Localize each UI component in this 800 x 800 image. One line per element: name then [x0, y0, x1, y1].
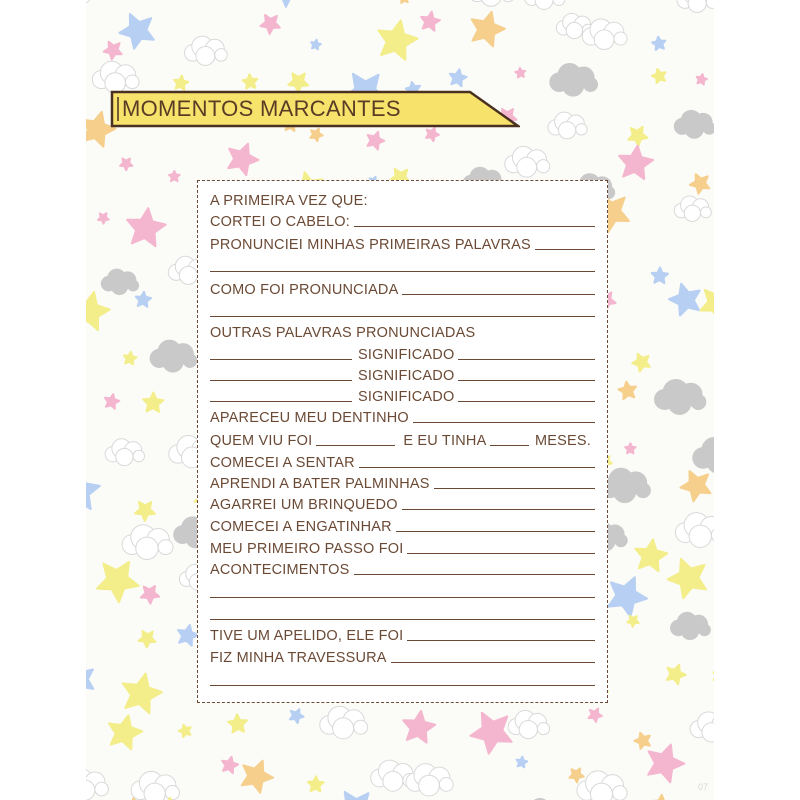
- cloud-decoration: [105, 439, 144, 466]
- star-decoration: [141, 586, 159, 604]
- field-first-words[interactable]: PRONUNCIEI MINHAS PRIMEIRAS PALAVRAS: [210, 233, 595, 253]
- page-number: 07: [697, 782, 708, 792]
- star-decoration: [260, 15, 279, 34]
- star-decoration: [608, 577, 647, 616]
- star-decoration: [135, 502, 155, 521]
- cloud-decoration: [86, 0, 90, 7]
- star-decoration: [470, 713, 511, 754]
- page-title: MOMENTOS MARCANTES: [122, 96, 401, 121]
- star-decoration: [652, 69, 666, 83]
- form-other-words-heading: OUTRAS PALAVRAS PRONUNCIADAS: [210, 325, 476, 341]
- cloud-decoration: [320, 706, 368, 739]
- star-decoration: [627, 616, 638, 627]
- star-decoration: [680, 471, 710, 501]
- star-decoration: [169, 171, 180, 181]
- star-decoration: [701, 288, 715, 321]
- star-decoration: [86, 292, 110, 330]
- star-decoration: [228, 144, 258, 175]
- field-events[interactable]: ACONTECIMENTOS: [210, 558, 595, 578]
- star-decoration: [669, 284, 700, 316]
- star-decoration: [450, 69, 467, 86]
- star-decoration: [98, 213, 109, 223]
- cloud-decoration: [671, 612, 711, 639]
- cloud-decoration: [524, 0, 565, 9]
- star-decoration: [628, 127, 647, 146]
- cloud-decoration: [674, 196, 711, 221]
- cloud-decoration: [184, 36, 227, 65]
- star-decoration: [290, 709, 304, 723]
- cloud-decoration: [131, 771, 179, 800]
- star-decoration: [222, 757, 238, 773]
- star-decoration: [403, 711, 435, 743]
- star-decoration: [143, 393, 163, 412]
- star-decoration: [635, 539, 667, 571]
- star-decoration: [105, 394, 119, 409]
- field-haircut[interactable]: CORTEI O CABELO:: [210, 210, 595, 230]
- field-events-extra-line-2[interactable]: [210, 603, 595, 623]
- star-decoration: [625, 443, 635, 453]
- star-decoration: [648, 745, 684, 783]
- star-decoration: [97, 562, 139, 602]
- field-word-meaning-1[interactable]: SIGNIFICADO: [210, 343, 595, 363]
- star-decoration: [139, 631, 156, 648]
- star-decoration: [243, 74, 258, 88]
- field-mischief[interactable]: FIZ MINHA TRAVESSURA: [210, 646, 595, 666]
- field-clapping[interactable]: APRENDI A BATER PALMINHAS: [210, 472, 595, 492]
- field-first-step[interactable]: MEU PRIMEIRO PASSO FOI: [210, 537, 595, 557]
- star-decoration: [697, 74, 707, 84]
- cloud-decoration: [505, 146, 550, 177]
- cloud-decoration: [690, 712, 714, 742]
- star-decoration: [311, 40, 321, 50]
- field-how-pronounced[interactable]: COMO FOI PRONUNCIADA: [210, 278, 595, 298]
- cloud-decoration: [122, 525, 173, 560]
- star-decoration: [652, 268, 668, 284]
- field-sitting[interactable]: COMECEI A SENTAR: [210, 451, 595, 471]
- star-decoration: [310, 129, 322, 142]
- cloud-decoration: [693, 437, 714, 473]
- form-intro: A PRIMEIRA VEZ QUE:: [210, 193, 368, 209]
- field-mischief-extra-line[interactable]: [210, 669, 595, 689]
- cloud-decoration: [101, 269, 138, 294]
- star-decoration: [336, 792, 374, 800]
- star-decoration: [86, 664, 93, 695]
- star-decoration: [667, 665, 686, 685]
- cloud-decoration: [655, 379, 706, 414]
- star-decoration: [123, 674, 162, 714]
- star-decoration: [517, 757, 528, 768]
- field-nickname[interactable]: TIVE UM APELIDO, ELE FOI: [210, 624, 595, 644]
- star-decoration: [86, 470, 100, 509]
- star-decoration: [178, 625, 198, 646]
- cloud-decoration: [675, 513, 714, 548]
- cloud-decoration: [86, 769, 108, 800]
- star-decoration: [119, 14, 153, 49]
- star-decoration: [368, 132, 385, 150]
- star-decoration: [618, 382, 636, 400]
- star-decoration: [104, 42, 122, 60]
- cloud-decoration: [548, 112, 587, 139]
- cloud-decoration: [550, 64, 598, 97]
- star-decoration: [652, 795, 670, 800]
- star-decoration: [136, 292, 151, 307]
- cloud-decoration: [406, 764, 453, 796]
- star-decoration: [127, 208, 166, 246]
- star-decoration: [378, 20, 417, 60]
- cloud-decoration: [508, 710, 549, 738]
- star-decoration: [668, 559, 706, 599]
- field-first-words-extra-line[interactable]: [210, 255, 595, 275]
- star-decoration: [634, 733, 650, 749]
- star-decoration: [421, 12, 440, 31]
- star-decoration: [242, 761, 273, 793]
- star-decoration: [569, 768, 583, 782]
- star-decoration: [398, 0, 408, 3]
- field-crawling[interactable]: COMECEI A ENGATINHAR: [210, 515, 595, 535]
- milestones-form: [197, 180, 608, 703]
- star-decoration: [472, 12, 505, 47]
- star-decoration: [179, 725, 191, 737]
- cloud-decoration: [677, 0, 714, 12]
- cloud-decoration: [674, 110, 714, 138]
- star-decoration: [308, 776, 324, 791]
- star-decoration: [589, 709, 602, 722]
- star-decoration: [109, 715, 142, 749]
- cloud-decoration: [150, 340, 197, 372]
- field-word-meaning-3[interactable]: SIGNIFICADO: [210, 385, 595, 405]
- field-grabbed-toy[interactable]: AGARREI UM BRINQUEDO: [210, 493, 595, 513]
- star-decoration: [619, 146, 653, 180]
- star-decoration: [515, 68, 525, 78]
- star-decoration: [124, 352, 137, 365]
- field-word-meaning-2[interactable]: SIGNIFICADO: [210, 364, 595, 384]
- star-decoration: [120, 159, 132, 171]
- star-decoration: [652, 37, 665, 50]
- field-first-tooth[interactable]: APARECEU MEU DENTINHO: [210, 406, 595, 426]
- field-who-saw-age[interactable]: QUEM VIU FOI E EU TINHA MESES.: [210, 433, 591, 449]
- cloud-decoration: [468, 0, 515, 6]
- field-how-pronounced-extra-line[interactable]: [210, 300, 595, 320]
- field-events-extra-line-1[interactable]: [210, 581, 595, 601]
- star-decoration: [632, 354, 650, 372]
- star-decoration: [690, 174, 709, 194]
- star-decoration: [228, 714, 247, 732]
- star-decoration: [269, 0, 304, 7]
- cloud-decoration: [577, 771, 627, 800]
